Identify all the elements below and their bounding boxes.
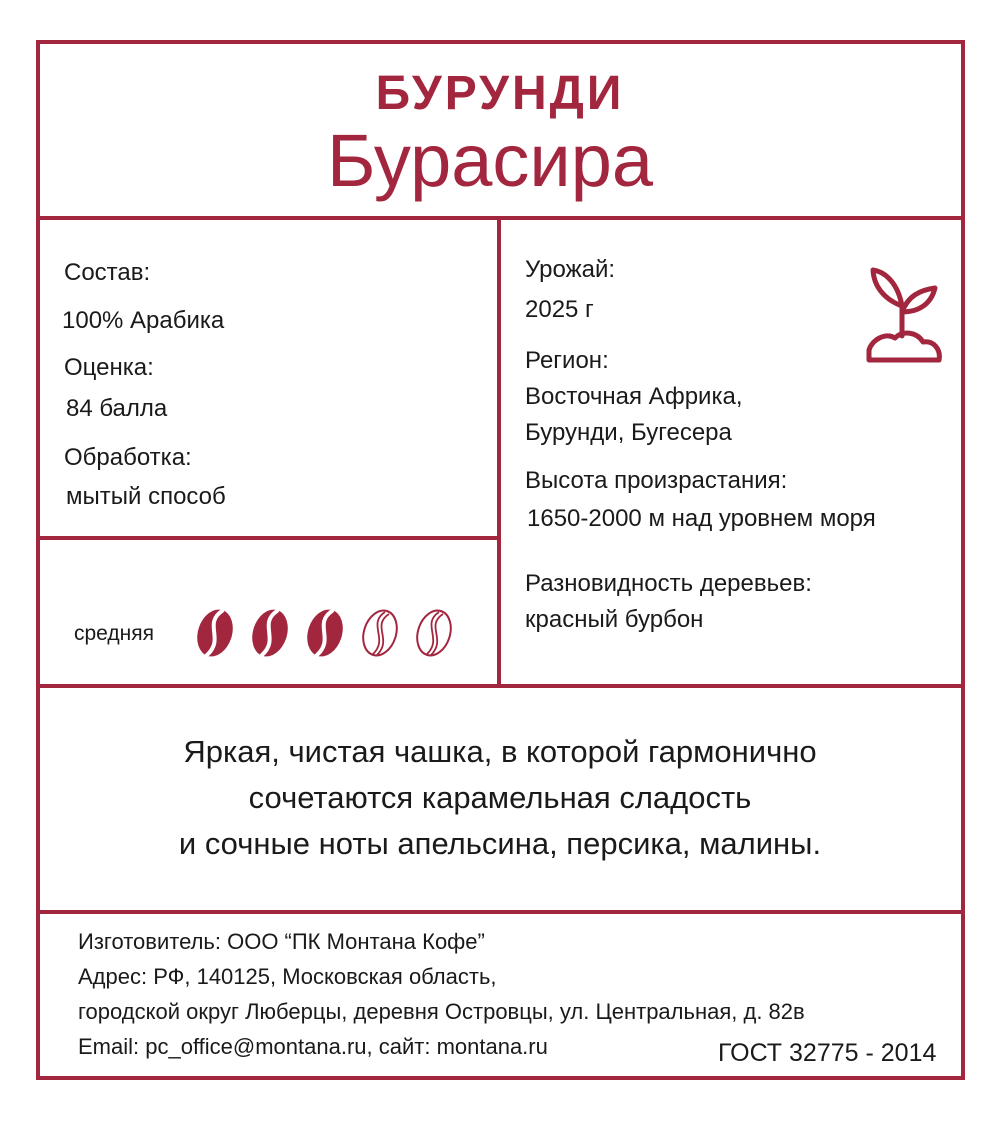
- coffee-bean-outline-icon: [412, 606, 456, 660]
- coffee-bean-icon: [248, 606, 292, 660]
- coffee-name-title: Бурасира: [326, 119, 654, 202]
- roast-label: средняя: [74, 622, 154, 645]
- altitude-label: Высота произрастания:: [525, 467, 788, 494]
- contacts: Email: pc_office@montana.ru, сайт: montana.ru: [78, 1034, 548, 1059]
- description-line-3: и сочные ноты апельсина, персика, малины.: [178, 826, 822, 861]
- region-line-1: Восточная Африка,: [525, 383, 743, 410]
- manufacturer: Изготовитель: ООО “ПК Монтана Кофе”: [78, 929, 485, 954]
- composition-label: Состав:: [64, 259, 151, 286]
- variety-value: красный бурбон: [525, 606, 704, 633]
- processing-value: мытый способ: [66, 483, 226, 510]
- sprout-icon: [864, 264, 944, 368]
- description-divider: [36, 684, 965, 688]
- score-label: Оценка:: [64, 354, 154, 381]
- variety-label: Разновидность деревьев:: [525, 570, 812, 597]
- harvest-value: 2025 г: [525, 296, 594, 323]
- processing-label: Обработка:: [64, 444, 192, 471]
- coffee-bean-outline-icon: [358, 606, 402, 660]
- country-title: БУРУНДИ: [375, 67, 625, 120]
- composition-value: 100% Арабика: [62, 307, 225, 334]
- region-line-2: Бурунди, Бугесера: [525, 419, 732, 446]
- footer-divider: [36, 910, 965, 914]
- column-divider: [497, 218, 501, 686]
- harvest-label: Урожай:: [525, 256, 616, 283]
- description-line-1: Яркая, чистая чашка, в которой гармонично: [183, 734, 817, 769]
- coffee-bean-icon: [193, 606, 237, 660]
- address-line-2: городской округ Люберцы, деревня Островцы, ул. Центральная, д. 82в: [78, 999, 805, 1024]
- altitude-value: 1650-2000 м над уровнем моря: [527, 505, 876, 532]
- description-line-2: сочетаются карамельная сладость: [248, 780, 752, 815]
- score-value: 84 балла: [66, 395, 168, 422]
- gost-standard: ГОСТ 32775 - 2014: [718, 1039, 937, 1067]
- coffee-bean-icon: [303, 606, 347, 660]
- region-label: Регион:: [525, 347, 609, 374]
- address-line-1: Адрес: РФ, 140125, Московская область,: [78, 964, 497, 989]
- roast-divider: [36, 536, 499, 540]
